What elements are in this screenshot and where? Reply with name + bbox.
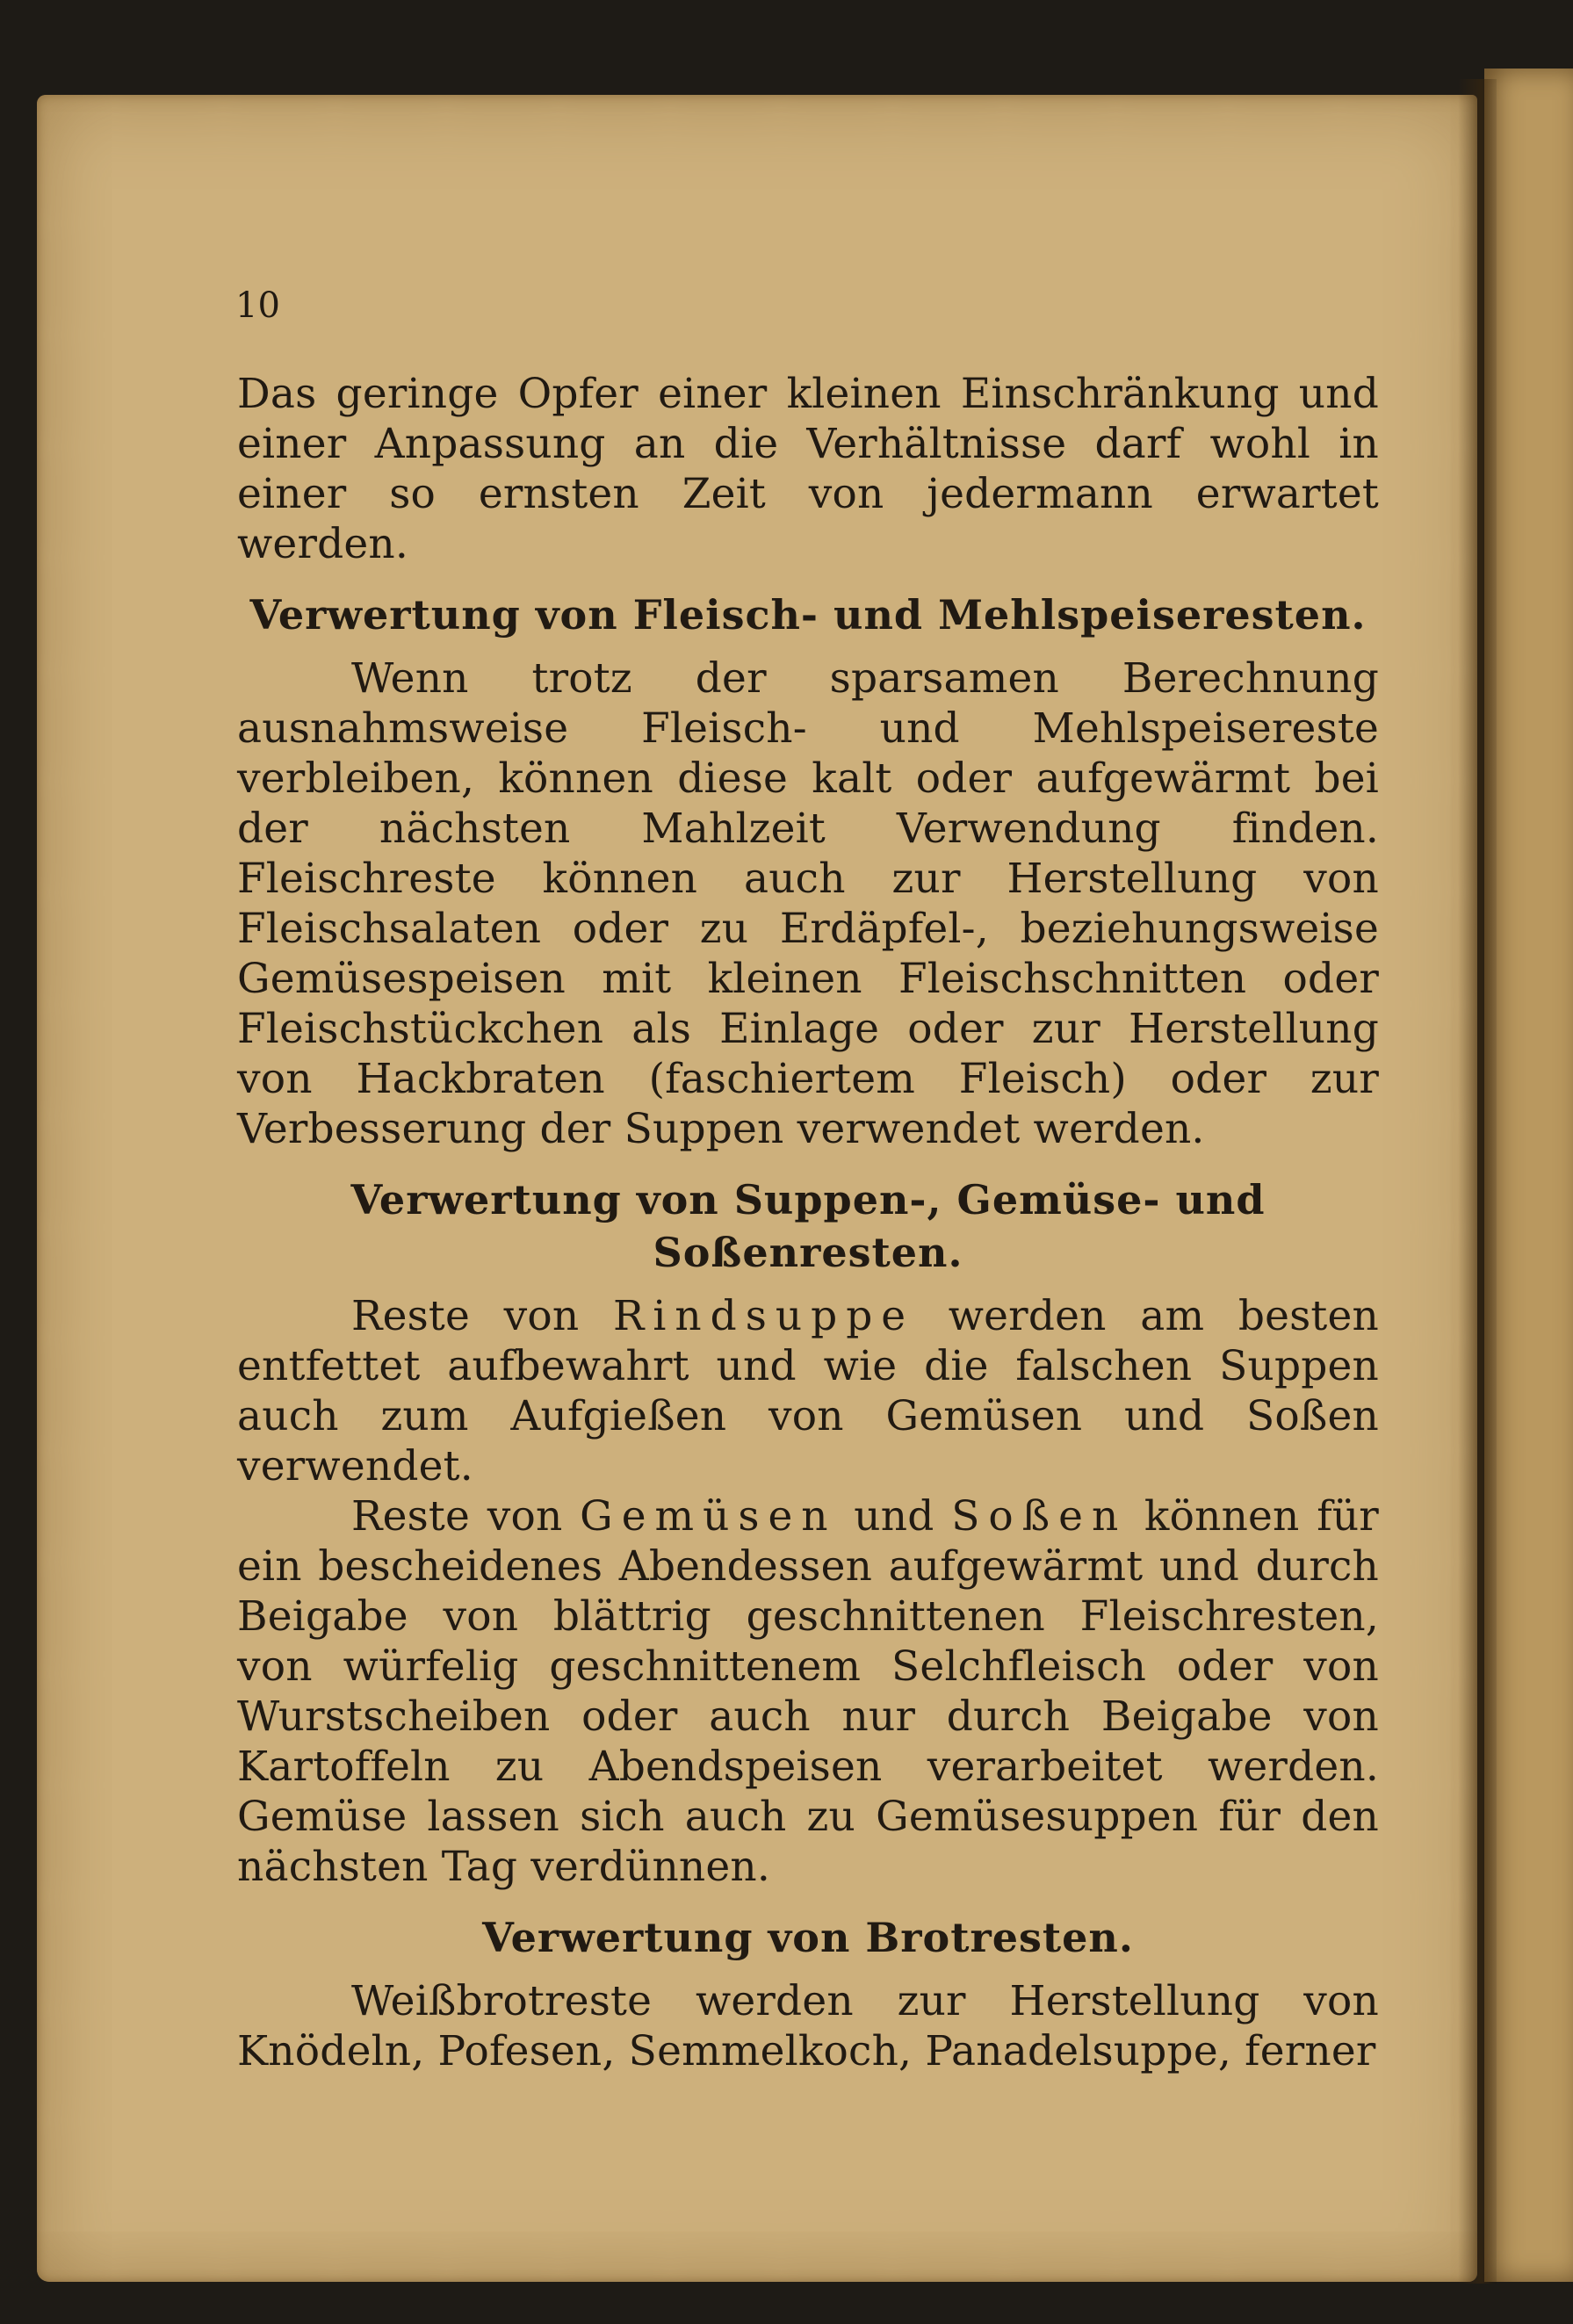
heading-bread-leftovers: Verwertung von Brotresten. <box>482 1914 1134 1961</box>
heading-meat-flour-leftovers: Verwertung von Fleisch- und Mehlspeiseresten. <box>249 591 1367 639</box>
paragraph-beef-soup-leftovers <box>237 1291 1379 1491</box>
paragraph-bread-leftovers: Weißbrotreste werden zur Herstellung von Knödeln, Pofesen, Semmelkoch, Panadelsuppe, ferner <box>237 1977 1379 2075</box>
adjacent-page-edge <box>1484 69 1573 2282</box>
intro-paragraph: Das geringe Opfer einer kleinen Einschränkung und einer Anpassung an die Verhältnisse darf wohl in einer so ernsten Zeit von jedermann erwartet werden. <box>237 370 1379 568</box>
heading-soup-vegetable-sauce-leftovers: Verwertung von Suppen-, Gemüse- und Soßenresten. <box>350 1176 1266 1276</box>
page-content <box>237 369 1379 2076</box>
page-number: 10 <box>235 285 280 326</box>
text-run: Reste von <box>351 1492 581 1541</box>
emphasis-rindsuppe: Rindsuppe <box>612 1292 915 1340</box>
text-run: und <box>836 1492 952 1541</box>
paragraph-vegetable-sauce-leftovers <box>237 1491 1379 1892</box>
paragraph-meat-flour-leftovers: Wenn trotz der sparsamen Berechnung ausnahmsweise Fleisch- und Mehlspeisereste verbleiben, können diese kalt oder aufgewärmt bei der nächsten Mahlzeit Verwendung finden. Fleischreste können auch zur Herstellung von Fleischsalaten oder zu Erdäpfel-, beziehungsweise Gemüsespeisen mit kleinen Fleischschnitten oder Fleischstückchen als Einlage oder zur Herstellung von Hackbraten (faschiertem Fleisch) oder zur Verbesserung der Suppen verwendet werden. <box>237 654 1379 1153</box>
text-run: Reste von <box>351 1292 613 1340</box>
text-run: werden am besten entfettet aufbewahrt und wie die falschen Suppen auch zum Aufgießen von Gemüsen und Soßen verwendet. <box>237 1292 1380 1490</box>
book-spine-shadow <box>1458 79 1497 2284</box>
text-run: können für ein bescheidenes Abendessen aufgewärmt und durch Beigabe von blättrig geschnittenen Fleischresten, von würfelig geschnittenem Selchfleisch oder von Wurstscheiben oder auch nur durch Beigabe von Kartoffeln zu Abendspeisen verarbeitet werden. Gemüse lassen sich auch zu Gemüsesuppen für den nächsten Tag verdünnen. <box>237 1492 1379 1891</box>
emphasis-gemuesen: Gemüsen <box>580 1492 837 1541</box>
emphasis-sossen: Soßen <box>951 1492 1128 1541</box>
